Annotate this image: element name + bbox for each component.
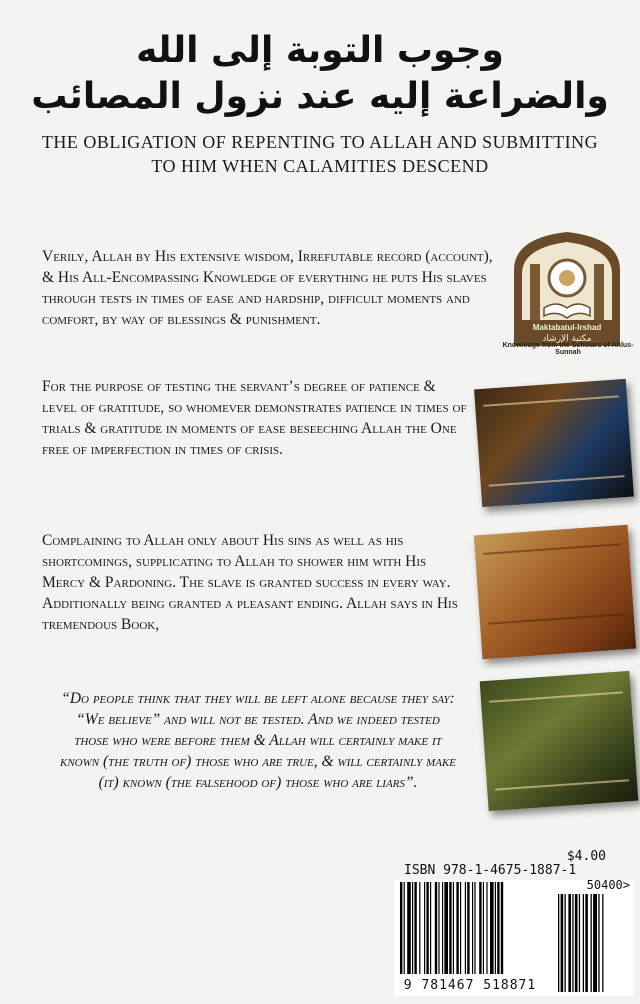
publisher-name-latin: Maktabatul-Irshad bbox=[532, 323, 602, 332]
quran-quote: “Do people think that they will be left alone because they say: “We believe” and will not be tested. And we indeed tested those who were before them & Allah will certainly make it known (the truth of) those who are true, & will certainly make (it) known (the falsehood of) those who are liars”. bbox=[59, 690, 457, 791]
ean-barcode bbox=[398, 882, 548, 980]
book-cover-1 bbox=[474, 379, 634, 507]
publisher-name-arabic: مكتبة الإرشاد bbox=[542, 334, 592, 344]
addon-barcode bbox=[556, 894, 630, 994]
publisher-logo bbox=[504, 228, 630, 348]
book-cover-3 bbox=[480, 671, 639, 811]
complaining-paragraph: Complaining to Allah only about His sins as well as his shortcomings, supplicating to Allah to shower him with His Mercy & Pardoning. The slave is granted success in every way. Additionally being granted a pleasant ending. Allah says in His tremendous Book, bbox=[42, 532, 458, 633]
price-label: $4.00 bbox=[566, 849, 606, 864]
intro-paragraph: Verily, Allah by His extensive wisdom, Irrefutable record (account), & His All-Encompassing Knowledge of everything he puts His slaves through tests in times of ease and hardship, difficult moments and comfort, by way of blessings & punishment. bbox=[42, 248, 493, 328]
english-title: THE OBLIGATION OF REPENTING TO ALLAH AND SUBMITTING TO HIM WHEN CALAMITIES DESCEND bbox=[41, 132, 599, 176]
publisher-tagline: Knowledge from the Scholars of Ahlus-Sunnah bbox=[502, 342, 634, 356]
addon-label: 50400> bbox=[586, 878, 630, 892]
testing-paragraph: For the purpose of testing the servant’s degree of patience & level of gratitude, so whomever demonstrates patience in times of trials & gratitude in moments of ease beseeching Allah the One free of imperfection in times of crisis. bbox=[42, 378, 467, 458]
arabic-title-line1: وجوب التوبة إلى الله bbox=[136, 30, 504, 71]
ean-digits: 9 781467 518871 bbox=[395, 978, 545, 993]
book-cover-2 bbox=[474, 525, 636, 659]
isbn-label: ISBN 978-1-4675-1887-1 bbox=[404, 863, 577, 878]
arabic-title-line2: والضراعة إليه عند نزول المصائب bbox=[31, 76, 609, 117]
arabic-title bbox=[0, 28, 640, 120]
